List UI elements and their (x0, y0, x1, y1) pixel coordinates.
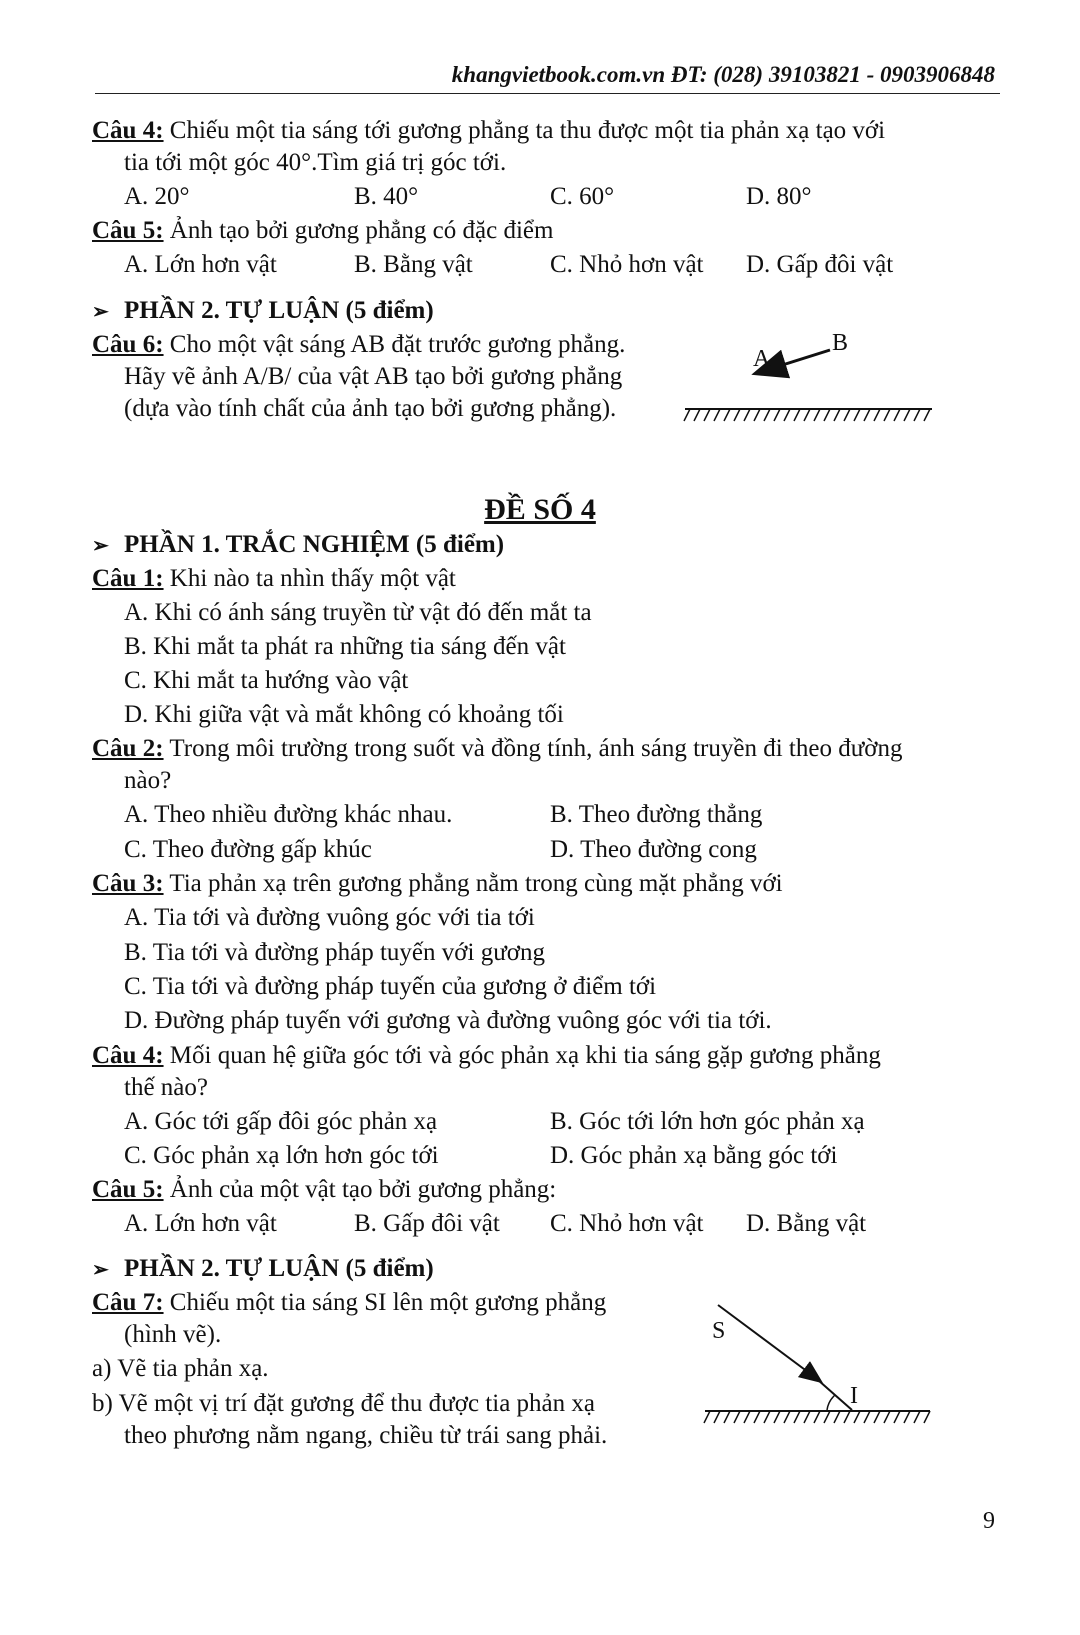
q1-option-b: B. Khi mắt ta phát ra những tia sáng đến vật (124, 633, 566, 660)
q7-text2: (hình vẽ). (124, 1321, 222, 1348)
prev-part2-heading (92, 296, 434, 327)
q5-label: Câu 5: (92, 1176, 164, 1203)
q2-line1 (92, 734, 902, 764)
prev-q4-option-a: A. 20° (124, 183, 190, 210)
prev-q5-option-b: B. Bằng vật (354, 251, 473, 278)
part2-heading (92, 1254, 434, 1285)
q1-label: Câu 1: (92, 565, 164, 592)
q7-text1: Chiếu một tia sáng SI lên một gương phẳng (163, 1289, 607, 1316)
q3-option-d: D. Đường pháp tuyến với gương và đường vuông góc với tia tới. (124, 1007, 772, 1034)
page-number: 9 (983, 1508, 995, 1534)
prev-q5-line (92, 216, 553, 246)
q3-option-b: B. Tia tới và đường pháp tuyến với gương (124, 939, 545, 966)
q1-text: Khi nào ta nhìn thấy một vật (163, 565, 456, 592)
q5-option-c: C. Nhỏ hơn vật (550, 1210, 704, 1237)
prev-q5-option-c: C. Nhỏ hơn vật (550, 251, 704, 278)
label-b: B (832, 330, 849, 356)
q7-label: Câu 7: (92, 1289, 164, 1316)
prev-q4-label: Câu 4: (92, 117, 164, 144)
q4-option-a: A. Góc tới gấp đôi góc phản xạ (124, 1108, 438, 1135)
prev-part2-title: PHẦN 2. TỰ LUẬN (5 điểm) (124, 297, 434, 324)
q3-line (92, 869, 783, 899)
ray-si-mirror-figure (700, 1295, 940, 1435)
prev-q6-label: Câu 6: (92, 331, 164, 358)
prev-q5-text: Ảnh tạo bởi gương phẳng có đặc điểm (163, 217, 554, 244)
arrow-bullet-icon: ➢ (92, 1259, 109, 1281)
q5-option-d: D. Bằng vật (746, 1210, 867, 1237)
q1-option-d: D. Khi giữa vật và mắt không có khoảng tối (124, 701, 564, 728)
arrow-bullet-icon: ➢ (92, 535, 109, 557)
part1-heading (92, 530, 504, 561)
q4-option-d: D. Góc phản xạ bằng góc tới (550, 1142, 838, 1169)
part2-title: PHẦN 2. TỰ LUẬN (5 điểm) (124, 1255, 434, 1282)
label-a: A (753, 346, 771, 372)
q4-text1: Mối quan hệ giữa góc tới và góc phản xạ khi tia sáng gặp gương phẳng (163, 1042, 881, 1069)
q7-part-b-line2: theo phương nằm ngang, chiều từ trái sang phải. (124, 1422, 608, 1449)
object-ab-mirror-figure (680, 325, 940, 435)
q5-option-a: A. Lớn hơn vật (124, 1210, 277, 1237)
q4-option-b: B. Góc tới lớn hơn góc phản xạ (550, 1108, 865, 1135)
test-title (0, 493, 1080, 527)
prev-q5-option-d: D. Gấp đôi vật (746, 251, 894, 278)
part1-title: PHẦN 1. TRẮC NGHIỆM (5 điểm) (124, 531, 505, 558)
q7-line1 (92, 1288, 606, 1318)
prev-q6-text2: Hãy vẽ ảnh A/B/ của vật AB tạo bởi gương phẳng (124, 363, 623, 390)
prev-q4-option-c: C. 60° (550, 183, 615, 210)
mirror-hatching (684, 409, 930, 421)
incidence-angle-arc (827, 1395, 835, 1410)
prev-q4-line1 (92, 116, 885, 146)
q1-option-a: A. Khi có ánh sáng truyền từ vật đó đến mắt ta (124, 599, 592, 626)
prev-q4-option-b: B. 40° (354, 183, 419, 210)
q2-option-d: D. Theo đường cong (550, 836, 757, 863)
q1-line (92, 564, 456, 594)
q2-text2: nào? (124, 767, 172, 794)
prev-q4-text2: tia tới một góc 40°.Tìm giá trị góc tới. (124, 149, 507, 176)
prev-q4-option-d: D. 80° (746, 183, 812, 210)
q1-option-c: C. Khi mắt ta hướng vào vật (124, 667, 409, 694)
prev-q5-label: Câu 5: (92, 217, 164, 244)
q4-option-c: C. Góc phản xạ lớn hơn góc tới (124, 1142, 439, 1169)
q7-part-a: a) Vẽ tia phản xạ. (92, 1355, 269, 1382)
header-rule (95, 93, 1000, 94)
q5-option-b: B. Gấp đôi vật (354, 1210, 500, 1237)
label-i: I (850, 1383, 858, 1409)
q2-option-c: C. Theo đường gấp khúc (124, 836, 372, 863)
q2-text1: Trong môi trường trong suốt và đồng tính, ánh sáng truyền đi theo đường (163, 735, 903, 762)
test-title-text: ĐỀ SỐ 4 (484, 493, 596, 526)
q3-text: Tia phản xạ trên gương phẳng nằm trong cùng mặt phẳng với (163, 870, 783, 897)
q4-label: Câu 4: (92, 1042, 164, 1069)
q2-option-a: A. Theo nhiều đường khác nhau. (124, 801, 453, 828)
q3-option-c: C. Tia tới và đường pháp tuyến của gương ở điểm tới (124, 973, 657, 1000)
prev-q4-text1: Chiếu một tia sáng tới gương phẳng ta thu được một tia phản xạ tạo với (163, 117, 886, 144)
prev-q6-text1: Cho một vật sáng AB đặt trước gương phẳng. (163, 331, 626, 358)
q5-line (92, 1175, 556, 1205)
q4-text2: thế nào? (124, 1074, 208, 1101)
incident-ray-arrow (718, 1305, 820, 1381)
q7-part-b-line1: b) Vẽ một vị trí đặt gương để thu được tia phản xạ (92, 1390, 595, 1417)
q3-label: Câu 3: (92, 870, 164, 897)
q5-text: Ảnh của một vật tạo bởi gương phẳng: (163, 1176, 557, 1203)
page-header: khangvietbook.com.vn ĐT: (028) 39103821 - 0903906848 (451, 62, 995, 87)
prev-q6-line1 (92, 330, 625, 360)
prev-q5-option-a: A. Lớn hơn vật (124, 251, 277, 278)
label-s: S (712, 1318, 726, 1344)
arrow-bullet-icon: ➢ (92, 301, 109, 323)
prev-q6-text3: (dựa vào tính chất của ảnh tạo bởi gương phẳng). (124, 395, 617, 422)
mirror-hatching (704, 1411, 930, 1423)
q2-label: Câu 2: (92, 735, 164, 762)
q3-option-a: A. Tia tới và đường vuông góc với tia tới (124, 904, 535, 931)
q4-line1 (92, 1041, 881, 1071)
q2-option-b: B. Theo đường thẳng (550, 801, 763, 828)
